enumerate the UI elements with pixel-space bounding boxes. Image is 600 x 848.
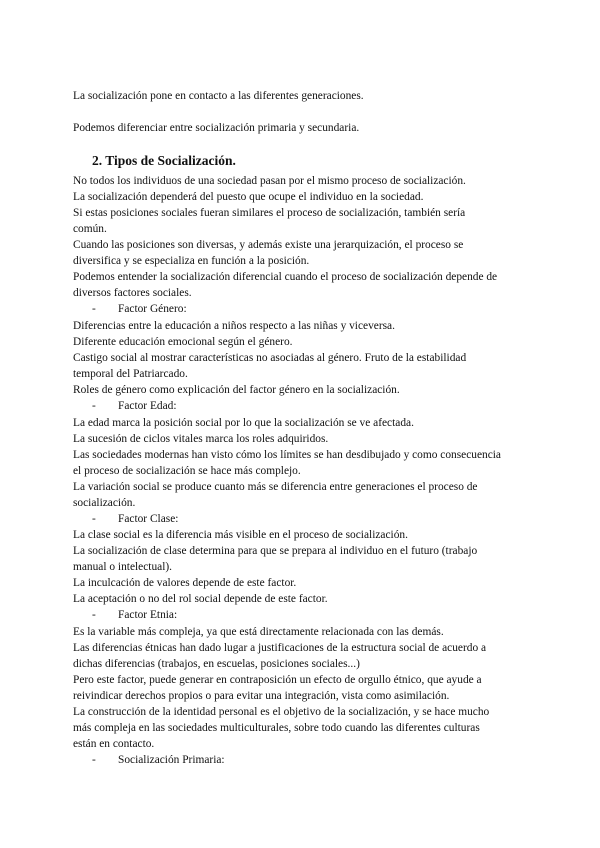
bullet-factor-clase: [92, 511, 178, 527]
factor-label: Factor Edad:: [118, 400, 177, 412]
body-line: Diferencias entre la educación a niños respecto a las niñas y viceversa.: [73, 320, 395, 332]
body-line: diversos factores sociales.: [73, 287, 192, 299]
bullet-dash: -: [92, 754, 96, 766]
body-line: Roles de género como explicación del factor género en la socialización.: [73, 384, 400, 396]
intro-paragraph-2: Podemos diferenciar entre socialización primaria y secundaria.: [73, 122, 360, 134]
bullet-factor-edad: [92, 398, 177, 414]
factor-label: Factor Género:: [118, 303, 187, 315]
body-line: La variación social se produce cuanto más se diferencia entre generaciones el proceso de: [73, 481, 478, 493]
body-line: La inculcación de valores depende de este factor.: [73, 577, 297, 589]
body-line: Pero este factor, puede generar en contraposición un efecto de orgullo étnico, que ayude a: [73, 674, 482, 686]
bullet-factor-genero: [92, 301, 187, 317]
factor-label: Factor Etnia:: [118, 609, 178, 621]
body-line: más compleja en las sociedades multiculturales, sobre todo cuando las diferentes culturas: [73, 722, 480, 734]
body-line: socialización.: [73, 497, 136, 509]
body-line: La socialización de clase determina para que se prepara al individuo en el futuro (trabajo: [73, 545, 478, 557]
body-line: Diferente educación emocional según el género.: [73, 336, 293, 348]
bullet-factor-etnia: [92, 607, 177, 623]
factor-label: Socialización Primaria:: [118, 754, 225, 766]
intro-paragraph-1: La socialización pone en contacto a las diferentes generaciones.: [73, 90, 364, 102]
body-line: La clase social es la diferencia más visible en el proceso de socialización.: [73, 529, 408, 541]
body-line: La sucesión de ciclos vitales marca los roles adquiridos.: [73, 433, 329, 445]
body-line: común.: [73, 223, 107, 235]
bullet-socializacion-primaria: [92, 752, 225, 768]
body-line: Castigo social al mostrar características no asociadas al género. Fruto de la estabilidad: [73, 352, 467, 364]
body-line: La construcción de la identidad personal es el objetivo de la socialización, y se hace mucho: [73, 706, 490, 718]
body-line: Cuando las posiciones son diversas, y además existe una jerarquización, el proceso se: [73, 239, 464, 251]
bullet-dash: -: [92, 400, 96, 412]
body-line: La socialización dependerá del puesto que ocupe el individuo en la sociedad.: [73, 191, 424, 203]
bullet-dash: -: [92, 609, 96, 621]
body-line: La aceptación o no del rol social depende de este factor.: [73, 593, 328, 605]
section-heading: 2. Tipos de Socialización.: [92, 153, 236, 168]
body-line: Si estas posiciones sociales fueran similares el proceso de socialización, también sería: [73, 207, 466, 219]
bullet-dash: -: [92, 303, 96, 315]
body-line: están en contacto.: [73, 738, 155, 750]
bullet-dash: -: [92, 513, 96, 525]
body-line: reivindicar derechos propios o para evitar una integración, vista como asimilación.: [73, 690, 450, 702]
body-line: diversifica y se especializa en función a la posición.: [73, 255, 310, 267]
body-line: el proceso de socialización se hace más complejo.: [73, 465, 301, 477]
body-line: Podemos entender la socialización diferencial cuando el proceso de socialización depende de: [73, 271, 498, 283]
body-line: manual o intelectual).: [73, 561, 172, 573]
body-line: Las sociedades modernas han visto cómo los límites se han desdibujado y como consecuencia: [73, 449, 501, 461]
body-line: Es la variable más compleja, ya que está directamente relacionada con las demás.: [73, 626, 444, 638]
body-line: temporal del Patriarcado.: [73, 368, 188, 380]
factor-label: Factor Clase:: [118, 513, 179, 525]
body-line: dichas diferencias (trabajos, en escuelas, posiciones sociales...): [73, 658, 360, 670]
body-line: La edad marca la posición social por lo que la socialización se ve afectada.: [73, 417, 414, 429]
body-line: No todos los individuos de una sociedad pasan por el mismo proceso de socialización.: [73, 175, 466, 187]
body-line: Las diferencias étnicas han dado lugar a justificaciones de la estructura social de acuerdo a: [73, 642, 487, 654]
